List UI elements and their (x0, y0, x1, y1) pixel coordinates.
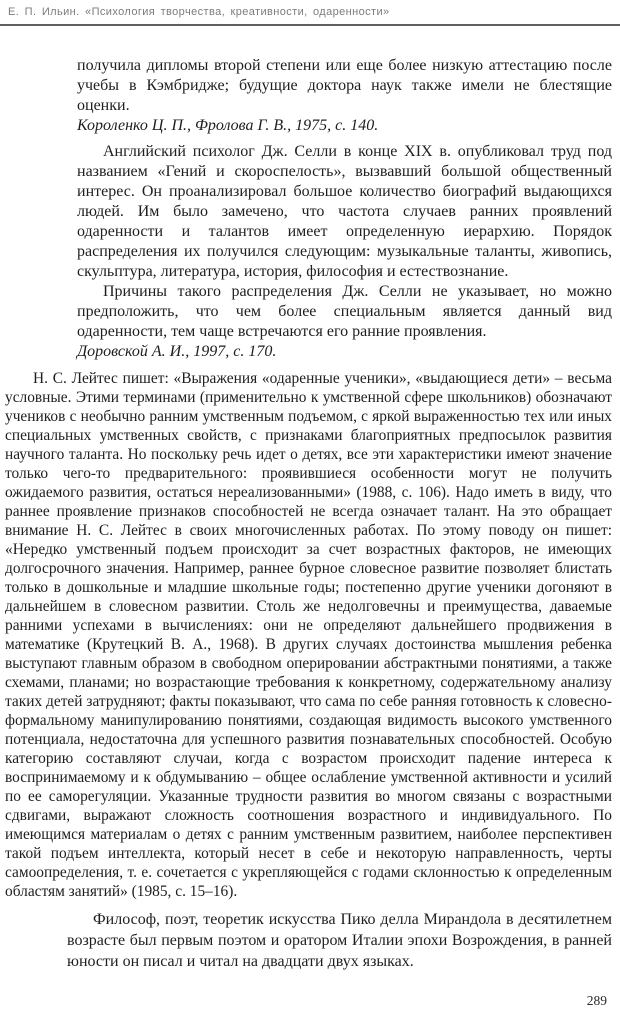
page-number: 289 (586, 993, 607, 1008)
quote-3-text: Философ, поэт, теоретик искусства Пико делла Мирандола в десятилетнем возрасте был первым поэтом и оратором Италии эпохи Возрождения, в ранней юности он писал и читал на двадцати двух языках. (67, 911, 612, 970)
quote-2-paragraph-2: Причины такого распределения Дж. Селли не указывает, но можно предположить, что чем более специальным является данный вид одаренности, тем чаще встречаются его ранние проявления. (77, 283, 612, 340)
quote-2-citation: Доровской А. И., 1997, с. 170. (77, 343, 277, 360)
main-body-paragraph: Н. С. Лейтес пишет: «Выражения «одаренные ученики», «выдающиеся дети» – весьма условные. Этими терминами (применительно к умственной сфере школьников) обозначают учеников с необычно ранним умственным подъемом, с яркой выраженностью тех или иных специальных умственных свойств, с признаками благоприятных предпосылок развития научного таланта. Но поскольку речь идет о детях, все эти характеристики имеют значение только чего-то предварительного: проявившиеся особенности могут не получить ожидаемого развития, остаться нереализованными» (1988, с. 106). Надо иметь в виду, что раннее проявление признаков способностей не всегда означает талант. На это обращает внимание Н. С. Лейтес в своих многочисленных работах. По этому поводу он пишет: «Нередко умственный подъем происходит за счет возрастных факторов, не имеющих долгосрочного значения. Например, раннее бурное словесное развитие позволяет блистать только в дошкольные и младшие школьные годы; постепенно другие ученики догоняют в дальнейшем в словесном развитии. Столь же недолговечны и преимущества, даваемые ранними успехами в вычислениях: они не определяют дальнейшего продвижения в математике (Крутецкий В. А., 1968). В других случаях достоинства мышления ребенка выступают главным образом в свободном оперировании абстрактными понятиями, а также схемами, планами; но возрастающие требования к конкретному, содержательному анализу таких детей затрудняют; факты показывают, что сама по себе ранняя готовность к словесно-формальному манипулированию понятиями, создающая видимость высокого умственного потенциала, недостаточна для успешного развития познавательных способностей. Особую категорию составляют случаи, когда с возрастом происходит падение интереса к воспринимаемому и к обдумыванию – общее ослабление умственной активности и усилий по ее саморегуляции. Указанные трудности развития во многом связаны с возрастными сдвигами, выражают сложность соотношения возрастного и индивидуального. По имеющимся материалам о детях с ранним умственным развитием, наиболее перспективен такой подъем интеллекта, который несет в себе и некоторую направленность, черты самоопределения, т. е. сочетается с укрепляющейся с годами склонностью к определенным областям занятий» (1985, с. 15–16). (5, 370, 612, 900)
quote-2-paragraph-1: Английский психолог Дж. Селли в конце XIX в. опубликовал труд под названием «Гений и скороспелость», вызвавший большой общественный интерес. Он проанализировал большое количество биографий выдающихся людей. Им было замечено, что частота случаев ранних проявлений одаренности и талантов имеет определенную иерархию. Порядок распределения их получился следующим: музыкальные таланты, живопись, скульптура, литература, история, философия и естествознание. (77, 143, 612, 280)
header-divider-rule (0, 24, 620, 26)
page-content (0, 56, 620, 972)
quote-1-text: получила дипломы второй степени или еще более низкую аттестацию после учебы в Кэмбридже; будущие доктора наук также имели не блестящие оценки. (77, 57, 612, 114)
quote-block-2 (77, 142, 612, 362)
running-header-title: Е. П. Ильин. «Психология творчества, креативности, одаренности» (8, 6, 390, 18)
quote-block-3 (67, 909, 612, 972)
quote-1-citation: Короленко Ц. П., Фролова Г. В., 1975, с. 140. (77, 117, 379, 134)
quote-block-1 (77, 56, 612, 136)
